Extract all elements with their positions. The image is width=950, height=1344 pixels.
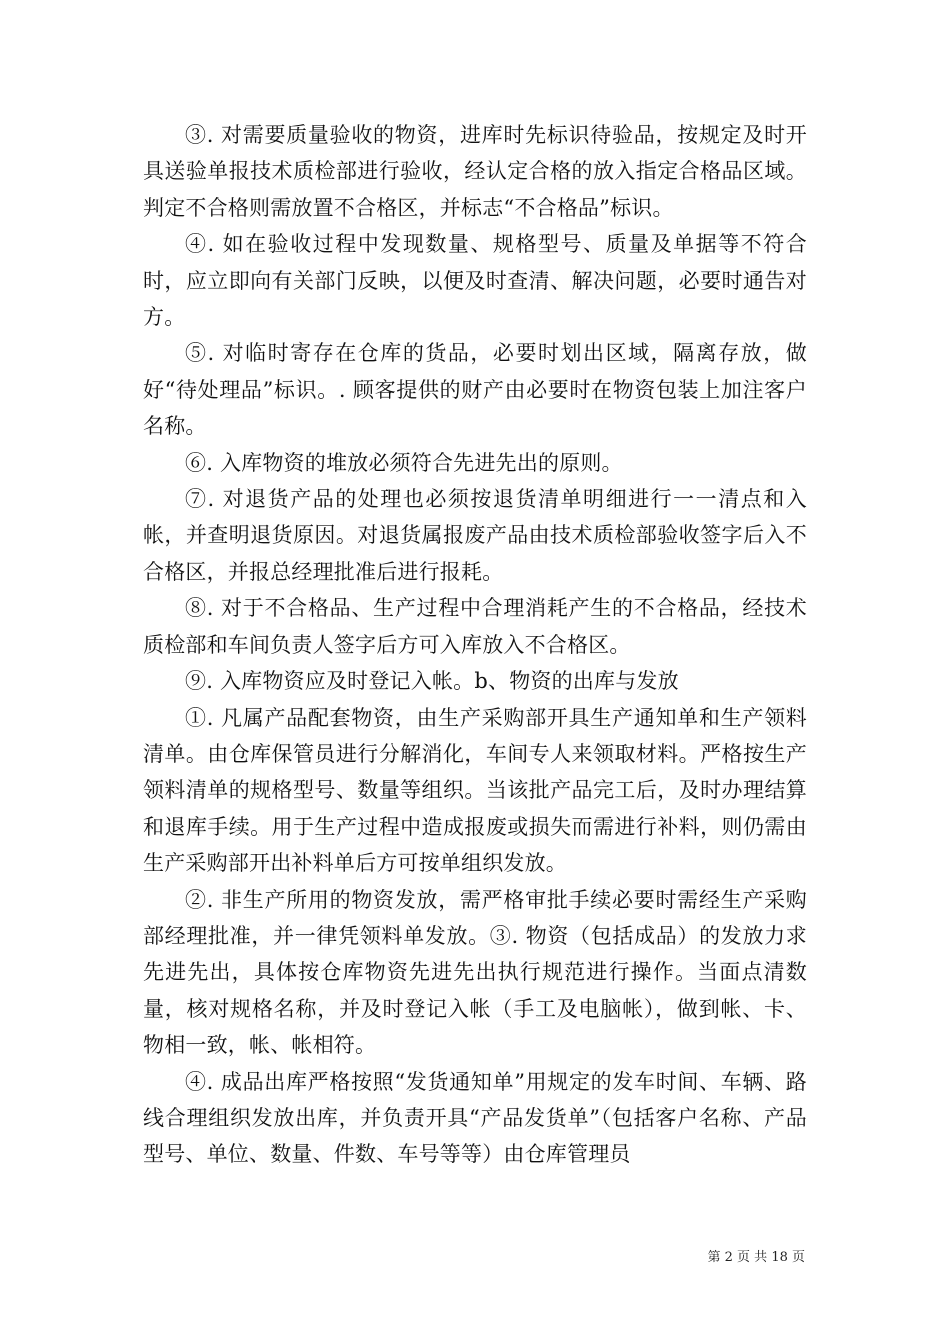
paragraph-item-7: ⑦. 对退货产品的处理也必须按退货清单明细进行一一清点和入帐，并查明退货原因。对退货属报废产品由技术质检部验收签字后入不合格区，并报总经理批准后进行报耗。 [143,487,807,584]
paragraph-item-4: ④. 如在验收过程中发现数量、规格型号、质量及单据等不符合时，应立即向有关部门反映，以便及时查清、解决问题，必要时通告对方。 [143,232,807,330]
paragraph-item-6: ⑥. 入库物资的堆放必须符合先进先出的原则。 [185,450,623,475]
page-number-footer: 第 2 页 共 18 页 [707,1250,805,1265]
document-body [143,117,807,1173]
paragraph-outbound-4: ④. 成品出库严格按照“发货通知单”用规定的发车时间、车辆、路线合理组织发放出库，并负责开具“产品发货单”（包括客户名称、产品型号、单位、数量、件数、车号等等）由仓库管理员 [143,1069,807,1167]
paragraph-item-8: ⑧. 对于不合格品、生产过程中合理消耗产生的不合格品，经技术质检部和车间负责人签字后方可入库放入不合格区。 [143,596,807,657]
paragraph-item-3: ③. 对需要质量验收的物资，进库时先标识待验品，按规定及时开具送验单报技术质检部进行验收，经认定合格的放入指定合格品区域。判定不合格则需放置不合格区，并标志“不合格品”标识。 [143,123,807,220]
paragraph-outbound-2: ②. 非生产所用的物资发放，需严格审批手续必要时需经生产采购部经理批准，并一律凭领料单发放。③. 物资（包括成品）的发放力求先进先出，具体按仓库物资先进先出执行规范进行操作。当面点清数量，核对规格名称，并及时登记入帐（手工及电脑帐），做到帐、卡、物相一致，帐、帐相符。 [143,887,807,1058]
paragraph-outbound-1: ①. 凡属产品配套物资，由生产采购部开具生产通知单和生产领料清单。由仓库保管员进行分解消化，车间专人来领取材料。严格按生产领料清单的规格型号、数量等组织。当该批产品完工后，及时办理结算和退库手续。用于生产过程中造成报废或损失而需进行补料，则仍需由生产采购部开出补料单后方可按单组织发放。 [143,705,807,876]
paragraph-item-5: ⑤. 对临时寄存在仓库的货品，必要时划出区域，隔离存放，做好“待处理品”标识。. 顾客提供的财产由必要时在物资包装上加注客户名称。 [143,341,807,439]
paragraph-item-9: ⑨. 入库物资应及时登记入帐。b、物资的出库与发放 [185,669,679,694]
